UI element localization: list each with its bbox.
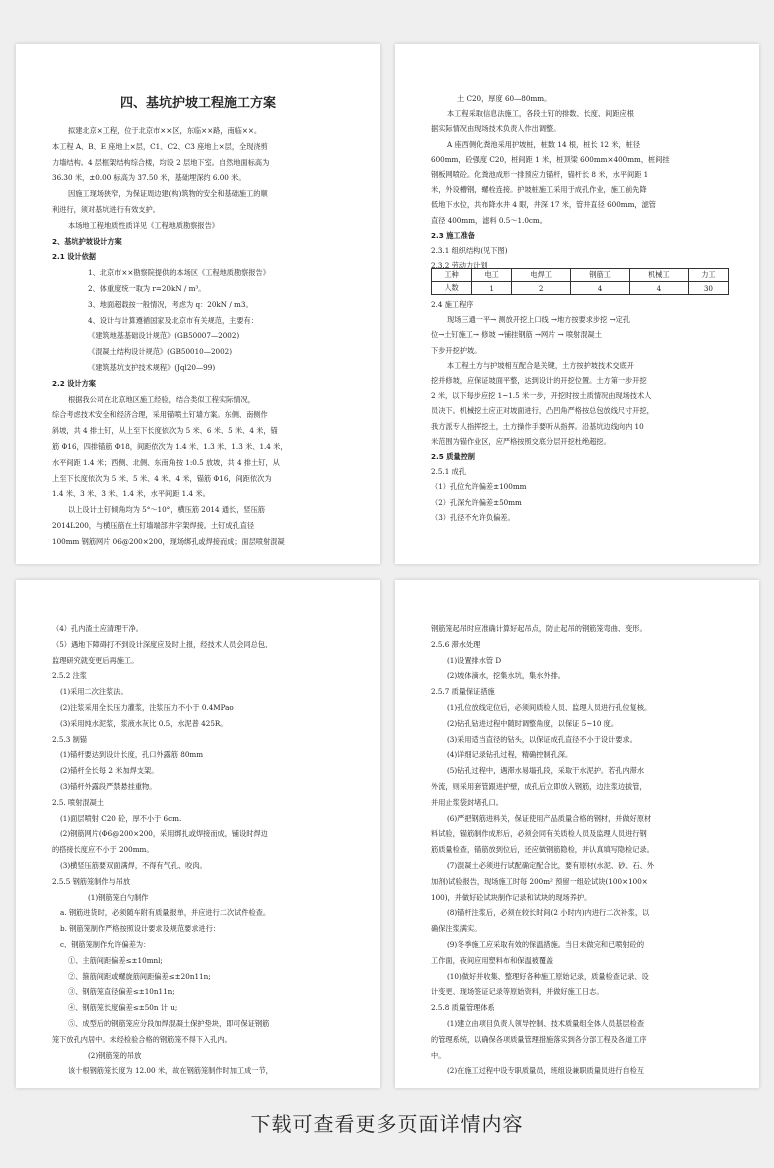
text-line: 米，外设槽钢，螺栓连接。护坡桩施工采用于成孔作业，施工前先降: [431, 185, 647, 195]
text-line: 据实际情况由现场技术负责人作出调整。: [431, 124, 561, 134]
page-3-body: [52, 580, 350, 1088]
text-line: 钢板网喷砼。化粪池成形一排预应力锚杆，锚杆长 8 米，水平间距 1: [431, 170, 649, 179]
text-line: 直径 400mm，滤料 0.5～1.0cm。: [431, 215, 547, 225]
text-line: (8)锚杆注浆后，必须在较长时间(2 小时内)内进行二次补浆，以: [447, 908, 650, 918]
text-line: (3)采用适当直径的钻头，以保证成孔直径不小于设计要求。: [447, 734, 637, 744]
text-line: 2.2 设计方案: [52, 378, 96, 388]
text-line: (2)钢筋网片(Φ6@200×200，采用绑扎或焊接而成，铺设时焊边: [60, 829, 268, 839]
labor-count-cell: 30: [688, 282, 728, 295]
text-line: 确保注浆满实。: [431, 924, 482, 934]
text-line: (1)建立由项目负责人领导控制、技术质量组全体人员基层检查: [447, 1019, 645, 1028]
text-line: 计变更、现场签证记录等原始资料，并做好施工日志。: [431, 987, 604, 997]
text-line: （3）孔径不允许负偏差。: [431, 512, 515, 522]
text-line: 的管理系统，以确保各项质量管理措施落实到各分部工程及各道工序: [431, 1034, 647, 1044]
text-line: ①、主筋间距偏差≤±10mnl;: [68, 955, 163, 965]
text-line: 筋质量检查，锚筋放到位后，还应做钢筋隐检，并认真填写隐检记录。: [431, 845, 654, 855]
text-line: (4)详细记录钻孔过程，精确控制孔深。: [447, 750, 573, 760]
text-line: (2)钢筋笼的吊放: [88, 1050, 142, 1060]
text-line: 2、体重度统一取为 r=20kN / m³。: [88, 284, 206, 293]
text-line: (2)钻孔钻进过程中随时调整角度，以保证 5~10 度。: [447, 718, 619, 728]
text-line: 本工程采取信息法施工，各段土钉的排数、长度、间距应根: [447, 109, 634, 119]
text-line: 的搭接长度应不小于 200mm。: [52, 845, 154, 855]
text-line: 2.5.3 制锚: [52, 734, 87, 744]
text-line: 2.5.1 成孔: [431, 467, 466, 477]
text-line: (1)锚杆要达到设计长度，孔口外露筋 80mm: [60, 750, 204, 760]
labor-header-cell: 工种: [432, 269, 472, 282]
text-line: 因施工现场狭窄，为保证周边建(构)筑物的安全和基础施工的顺: [68, 189, 268, 199]
text-line: 工作面，夜间应用塑料布和保温被覆盖: [431, 955, 554, 965]
text-line: 水平间距 1.4 米；西侧、北侧、东南角按 1:0.5 放坡，共 4 排土钉，从: [52, 457, 280, 467]
download-more-caption: 下载可查看更多页面详情内容: [250, 1112, 524, 1136]
text-line: 2 米，以下每步应挖 1~1.5 米一步，开挖时按土质情况由现场技术人: [431, 391, 652, 401]
text-line: 3、地面超载按一般情况，考虑为 q：20kN / m3。: [88, 299, 253, 309]
text-line: 2.5 质量控制: [431, 452, 475, 461]
text-line: 100mm 钢筋网片 06@200×200，现场绑孔或焊接而成；面层喷射混凝: [52, 536, 285, 546]
text-line: 该十根钢筋笼长度为 12.00 米，故在钢筋笼制作时加工成一节，: [68, 1066, 273, 1076]
text-line: 100)，并做好砼试块制作记录和试块的现场养护。: [431, 892, 592, 902]
text-line: 本工程 A、B、E 座地上×层，C1、C2、C3 座地上×层，全现浇剪: [52, 141, 268, 151]
text-line: ④、钢筋笼长度偏差≤±50n 计 u;: [68, 1003, 178, 1013]
text-line: 我方派专人指挥挖土，土方操作手要听从指挥。沿基坑边线向内 10: [431, 421, 644, 431]
labor-table-row: [432, 282, 729, 295]
text-line: 笼下放孔内居中。未经检验合格的钢筋笼不得下入孔内。: [52, 1034, 232, 1044]
text-line: (2)注浆采用全长压力灌浆，注浆压力不小于 0.4MPao: [60, 703, 234, 712]
text-line: 料试验，锚筋制作成形后，必须会同有关质检人员及监理人员进行钢: [431, 829, 647, 839]
text-line: (10)做好并收集、整理好各种施工原始记录，质量检查记录、设: [447, 971, 649, 981]
text-line: 2.3 施工准备: [431, 230, 475, 240]
text-line: 位→土钉施工→ 修坡 →铺挂钢筋 →网片 → 喷射混凝土: [431, 330, 602, 340]
labor-count-cell: 4: [571, 282, 630, 295]
text-line: (3)横竖压筋要双面满焊，不得有气孔、咬肉。: [60, 861, 207, 870]
text-line: （1）孔位允许偏差±100mm: [431, 482, 527, 492]
text-line: 《混凝土结构设计规范》(GB50010—2002): [88, 347, 233, 357]
text-line: 2.5. 喷射混凝土: [52, 797, 104, 807]
text-line: (3)锚杆外露段严禁悬挂重物。: [60, 782, 157, 791]
text-line: 并用止浆袋封堵孔口。: [431, 797, 503, 807]
labor-header-cell: 力工: [688, 269, 728, 282]
document-page-4: [395, 580, 759, 1088]
text-line: 员决下。机械挖土应正对坡面进行，凸凹角严格按总包放线尺寸开挖，: [431, 406, 654, 416]
text-line: 2.5.5 钢筋笼制作与吊放: [52, 876, 131, 886]
text-line: 2.5.8 质量管理体系: [431, 1003, 495, 1013]
text-line: 土 C20，厚度 60—80mm。: [457, 94, 552, 103]
text-line: 《建筑地基基础设计规范》(GB50007—2002): [88, 331, 240, 341]
text-line: 监理研究就变更后再施工。: [52, 655, 139, 665]
text-line: 拟建北京×工程，位于北京市××区，东临××路，南临××。: [68, 126, 262, 135]
text-line: 综合考虑技术安全和经济合理，采用锚喷土钉墙方案。东侧、南侧作: [52, 410, 268, 420]
text-line: (1)设置排水管 D: [447, 655, 502, 665]
labor-table-header-row: [432, 269, 729, 282]
text-line: 上至下长度依次为 5 米、5 米、4 米、4 米，锚筋 Φ16，间距依次为: [52, 473, 272, 483]
text-line: (1)钢筋笼白勺制作: [88, 892, 149, 902]
text-line: (6)严把钢筋进料关，保证使用产品质量合格的钢材，并做好原材: [447, 813, 652, 823]
text-line: 以上设计土钉倾角均为 5°～10°，横压筋 2014 通长，竖压筋: [68, 505, 265, 515]
text-line: 米范围为锚作业区，应严格按照交底分层开挖杜绝超挖。: [431, 436, 611, 446]
text-line: c、钢筋笼制作允许偏差为：: [60, 940, 151, 949]
text-line: 本场地工程地质性质详见《工程地质勘察报告》: [68, 220, 219, 230]
text-line: ②、箍筋间距或螺旋筋间距偏差≤±20n11n;: [68, 971, 211, 981]
page-title: 四、基坑护坡工程施工方案: [119, 96, 276, 111]
text-line: A 座西侧化粪池采用护坡桩，桩数 14 根，桩长 12 米，桩径: [447, 139, 641, 149]
text-line: (7)混凝土必须进行试配确定配合比，要有原材(水泥、砂、石、外: [447, 861, 655, 870]
page-4-body: [431, 580, 729, 1088]
text-line: 力墙结构。4 层框架结构综合楼，均设 2 层地下室。自然地面标高为: [52, 157, 270, 167]
text-line: 2.3.2 劳动力计划: [431, 261, 488, 271]
labor-count-cell: 1: [472, 282, 512, 295]
text-line: (2)锚杆全长每 2 米加焊支架。: [60, 766, 159, 776]
labor-plan-table: [431, 268, 729, 295]
text-line: 挖并修坡，应保证坡面平整，达到设计的开挖位置。土方第一步开挖: [431, 376, 647, 385]
text-line: 2.3.1 组织结构(见下图): [431, 246, 508, 255]
labor-header-cell: 电工: [472, 269, 512, 282]
page-1-body: [52, 44, 350, 564]
text-line: 外流，则采用套管跟进护壁，成孔后立即放入钢筋，边注浆边拔管，: [431, 782, 647, 791]
text-line: (1)孔位放线定位后，必须间质检人员、监理人员进行孔位复核。: [447, 703, 652, 712]
text-line: (3)采用纯水泥浆，浆液水灰比 0.5，水泥普 425R。: [60, 718, 228, 728]
text-line: 2.5.7 质量保证措施: [431, 687, 495, 697]
text-line: 《建筑基坑支护技术规程》(Jql20—99): [88, 363, 216, 372]
text-line: 筋 Φ16，四排锚筋 Φ18，间距依次为 1.4 米、1.3 米、1.3 米、1.4 米，: [52, 442, 288, 451]
text-line: (2)坡体滴水，挖集水坑，集水外排。: [447, 671, 565, 681]
labor-header-cell: 钢筋工: [571, 269, 630, 282]
text-line: b. 钢筋笼制作严格按照设计要求及规范要求进行：: [60, 924, 221, 934]
text-line: ⑤、成型后的钢筋笼应分段加焊混凝土保护垫块，即可保证钢筋: [68, 1019, 270, 1028]
text-line: (9)冬季施工应采取有效的保温措施。当日未做完和已喷射砼的: [447, 940, 645, 949]
text-line: 2014L200，与横压筋在土钉墙端部井字架焊接。土钉成孔直径: [52, 521, 255, 530]
text-line: a. 钢筋进货时，必须随车附有质量报单，并应进行二次试件检查。: [60, 908, 271, 918]
text-line: (1)采用二次注浆法。: [60, 687, 128, 697]
text-line: 2.5.6 滞水处理: [431, 639, 481, 649]
text-line: (5)钻孔过程中，遇滞水易塌孔段，采取干水泥护。若孔内滞水: [447, 766, 645, 776]
text-line: 现场三通一平→ 测放开挖上口线 →地方按要求步挖 →定孔: [447, 315, 631, 325]
text-line: ③、钢筋笼直径偏差≤±10n11n;: [68, 987, 175, 997]
labor-count-cell: 4: [629, 282, 688, 295]
text-line: (1)面层喷射 C20 砼，厚不小于 6cm.: [60, 813, 182, 823]
text-line: 斜坡，共 4 排土钉，从上至下长度依次为 5 米、6 米、5 米、4 米，锚: [52, 426, 278, 436]
text-line: 下步开挖护坡。: [431, 345, 482, 355]
text-line: 1.4 米、3 米、3 米、1.4 米，水平间距 1.4 米。: [52, 489, 210, 499]
text-line: 本工程土方与护坡相互配合是关键，土方按护坡技术交底开: [447, 360, 634, 370]
document-page-1: [16, 44, 380, 564]
text-line: 36.30 米，±0.00 标高为 37.50 米，基础埋深约 6.00 米。: [52, 173, 246, 183]
text-line: 2.5.2 注浆: [52, 671, 87, 681]
text-line: 2.4 施工程序: [431, 300, 474, 309]
document-page-3: [16, 580, 380, 1088]
document-page-2: [395, 44, 759, 564]
text-line: 低地下水位，共布降水井 4 眼，井深 17 米，管井直径 600mm，滤管: [431, 200, 656, 210]
text-line: 钢筋笼起吊时应准确计算好起吊点，防止起吊的钢筋笼弯曲、变形。: [431, 624, 647, 633]
text-line: 利进行，须对基坑进行有效支护。: [52, 205, 160, 214]
page-2-body: [431, 44, 729, 564]
labor-header-cell: 机械工: [629, 269, 688, 282]
text-line: 1、北京市××勘察院提供的本场区《工程地质勘察报告》: [88, 268, 270, 278]
text-line: 4、设计与计算遵循国家及北京市有关规范，主要有：: [88, 315, 258, 325]
labor-row-label: 人数: [432, 282, 472, 295]
labor-count-cell: 2: [512, 282, 571, 295]
text-line: 加剂)试验报告，现场施工时每 200m² 预留一组砼试块(100×100×: [431, 876, 648, 886]
text-line: （5）遇地下障碍打不到设计深度应及时上报，经技术人员会同总包、: [52, 639, 273, 649]
text-line: 2、基坑护坡设计方案: [52, 236, 122, 246]
text-line: 根据我公司在北京地区施工经验，结合类似工程实际情况，: [68, 394, 255, 404]
text-line: （2）孔深允许偏差±50mm: [431, 497, 522, 507]
text-line: (2)在施工过程中设专职质量员，班组设兼职质量员进行自检互: [447, 1066, 645, 1076]
text-line: 中。: [431, 1050, 446, 1060]
text-line: 2.1 设计依据: [52, 252, 96, 262]
text-line: （4）孔内渣土应清理干净。: [52, 624, 143, 633]
text-line: 600mm，砼强度 C20，桩间距 1 米，桩顶梁 600mm×400mm，桩间挂: [431, 154, 670, 164]
labor-header-cell: 电焊工: [512, 269, 571, 282]
